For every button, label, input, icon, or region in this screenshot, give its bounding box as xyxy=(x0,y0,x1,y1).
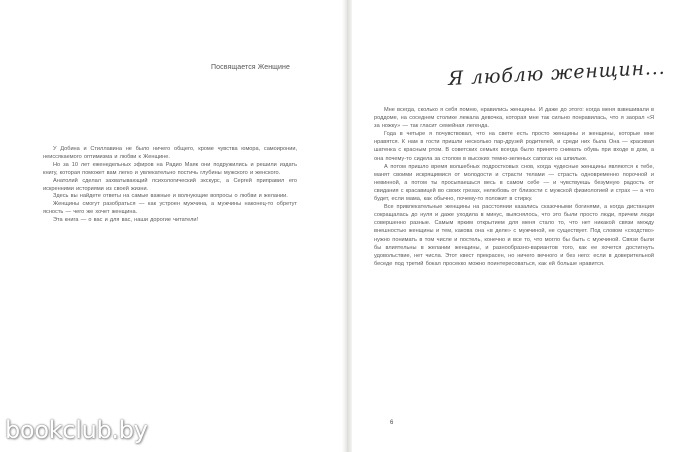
chapter-title: Я люблю женщин... xyxy=(447,56,666,90)
paragraph: Анатолий сделал захватывающий психологический экскурс, а Сергей приправил его искренними историями из своей жизни. xyxy=(43,177,297,192)
paragraph: Мне всегда, сколько я себя помню, нравились женщины. И даже до этого: когда меня взвешивали в роддоме, на соседнем столике лежала девочка, которая мне так сильно понравилась, что я заорал «Я за ножку» — так гласит семейная легенда. xyxy=(374,107,654,130)
paragraph: Женщины смогут разобраться — как устроен мужчина, а мужчины наконец-то обретут ясность — чего же хочет женщина. xyxy=(43,201,297,216)
paragraph: Но за 10 лет еженедельных эфиров на Радио Маяк они подружились и решили издать книгу, которая поможет вам легко и увлекательно постичь глубины мужского и женского. xyxy=(43,161,297,176)
dedication-line: Посвящается Женщине xyxy=(211,64,290,71)
paragraph: У Добина и Стиллавина не было ничего общего, кроме чувства юмора, самоиронии, неиссякаемого оптимизма и любви к Женщине. xyxy=(43,146,297,160)
paragraph: Здесь вы найдете ответы на самые важные и волнующие вопросы о любви и желании. xyxy=(53,193,288,200)
watermark-logo: bookclub.by xyxy=(5,416,148,444)
paragraph: Эта книга — о вас и для вас, наши дорогие читатели! xyxy=(53,217,199,224)
page-number: 6 xyxy=(390,420,394,426)
paragraph: Года в четыре я почувствовал, что на свете есть просто женщины и женщины, которые мне нравятся. К нам в гости пришли несколько пар-друзей родителей, и среди них была Она — красивая шатенка с красным ртом. В советских семьях всегда было принято снимать обувь при входе в дом, а она почему-то сидела за столом в высоких темно-зеленых сапогах на шпильке. xyxy=(374,131,654,162)
left-page xyxy=(0,0,342,452)
paragraph: Все привлекательные женщины на расстоянии казались сказочными богинями, а когда дистанция сокращалась до нуля и даже уходила в минус, выяснялось, что это были просто люди, причем люди совершенно разные. Самым ярким открытием для меня стало то, что нет никакой связи между внешностью женщины и тем, какова она «в деле» с мужчиной, не существует. Под словом «сходство» нужно понимать в том числе и постель, конечно и все то, что могло бы быть с мужчиной. Связи были бы влиятельны в желании женщины, и разнообразно-вариантов того, как ее хочется достигнуть удовольствие, нет числа. Этот квест прекрасен, но ничего вечного и без него: если в доверительной беседе под третий бокал просекко можно поинтересоваться, как ей больше нравится. xyxy=(374,204,654,267)
paragraph: А потом пришло время волшебных подростковых снов, когда чудесные женщины являются к тебе, манят своими искрящимися от молодости и страсти телами — страсть одновременно порочной и невинной, а потом ты просыпаешься весь в самом себе — и чувствуешь безумную радость от свидания с красавицей во своих грезах, нелюбовь от близости с мужской физиологией и страх — а что будет, если мама, как обычно, почему-то положит в стирку. xyxy=(374,163,654,203)
right-page xyxy=(352,0,700,452)
left-page-body xyxy=(43,146,297,225)
right-page-body xyxy=(374,106,654,268)
book-gutter xyxy=(342,0,352,452)
